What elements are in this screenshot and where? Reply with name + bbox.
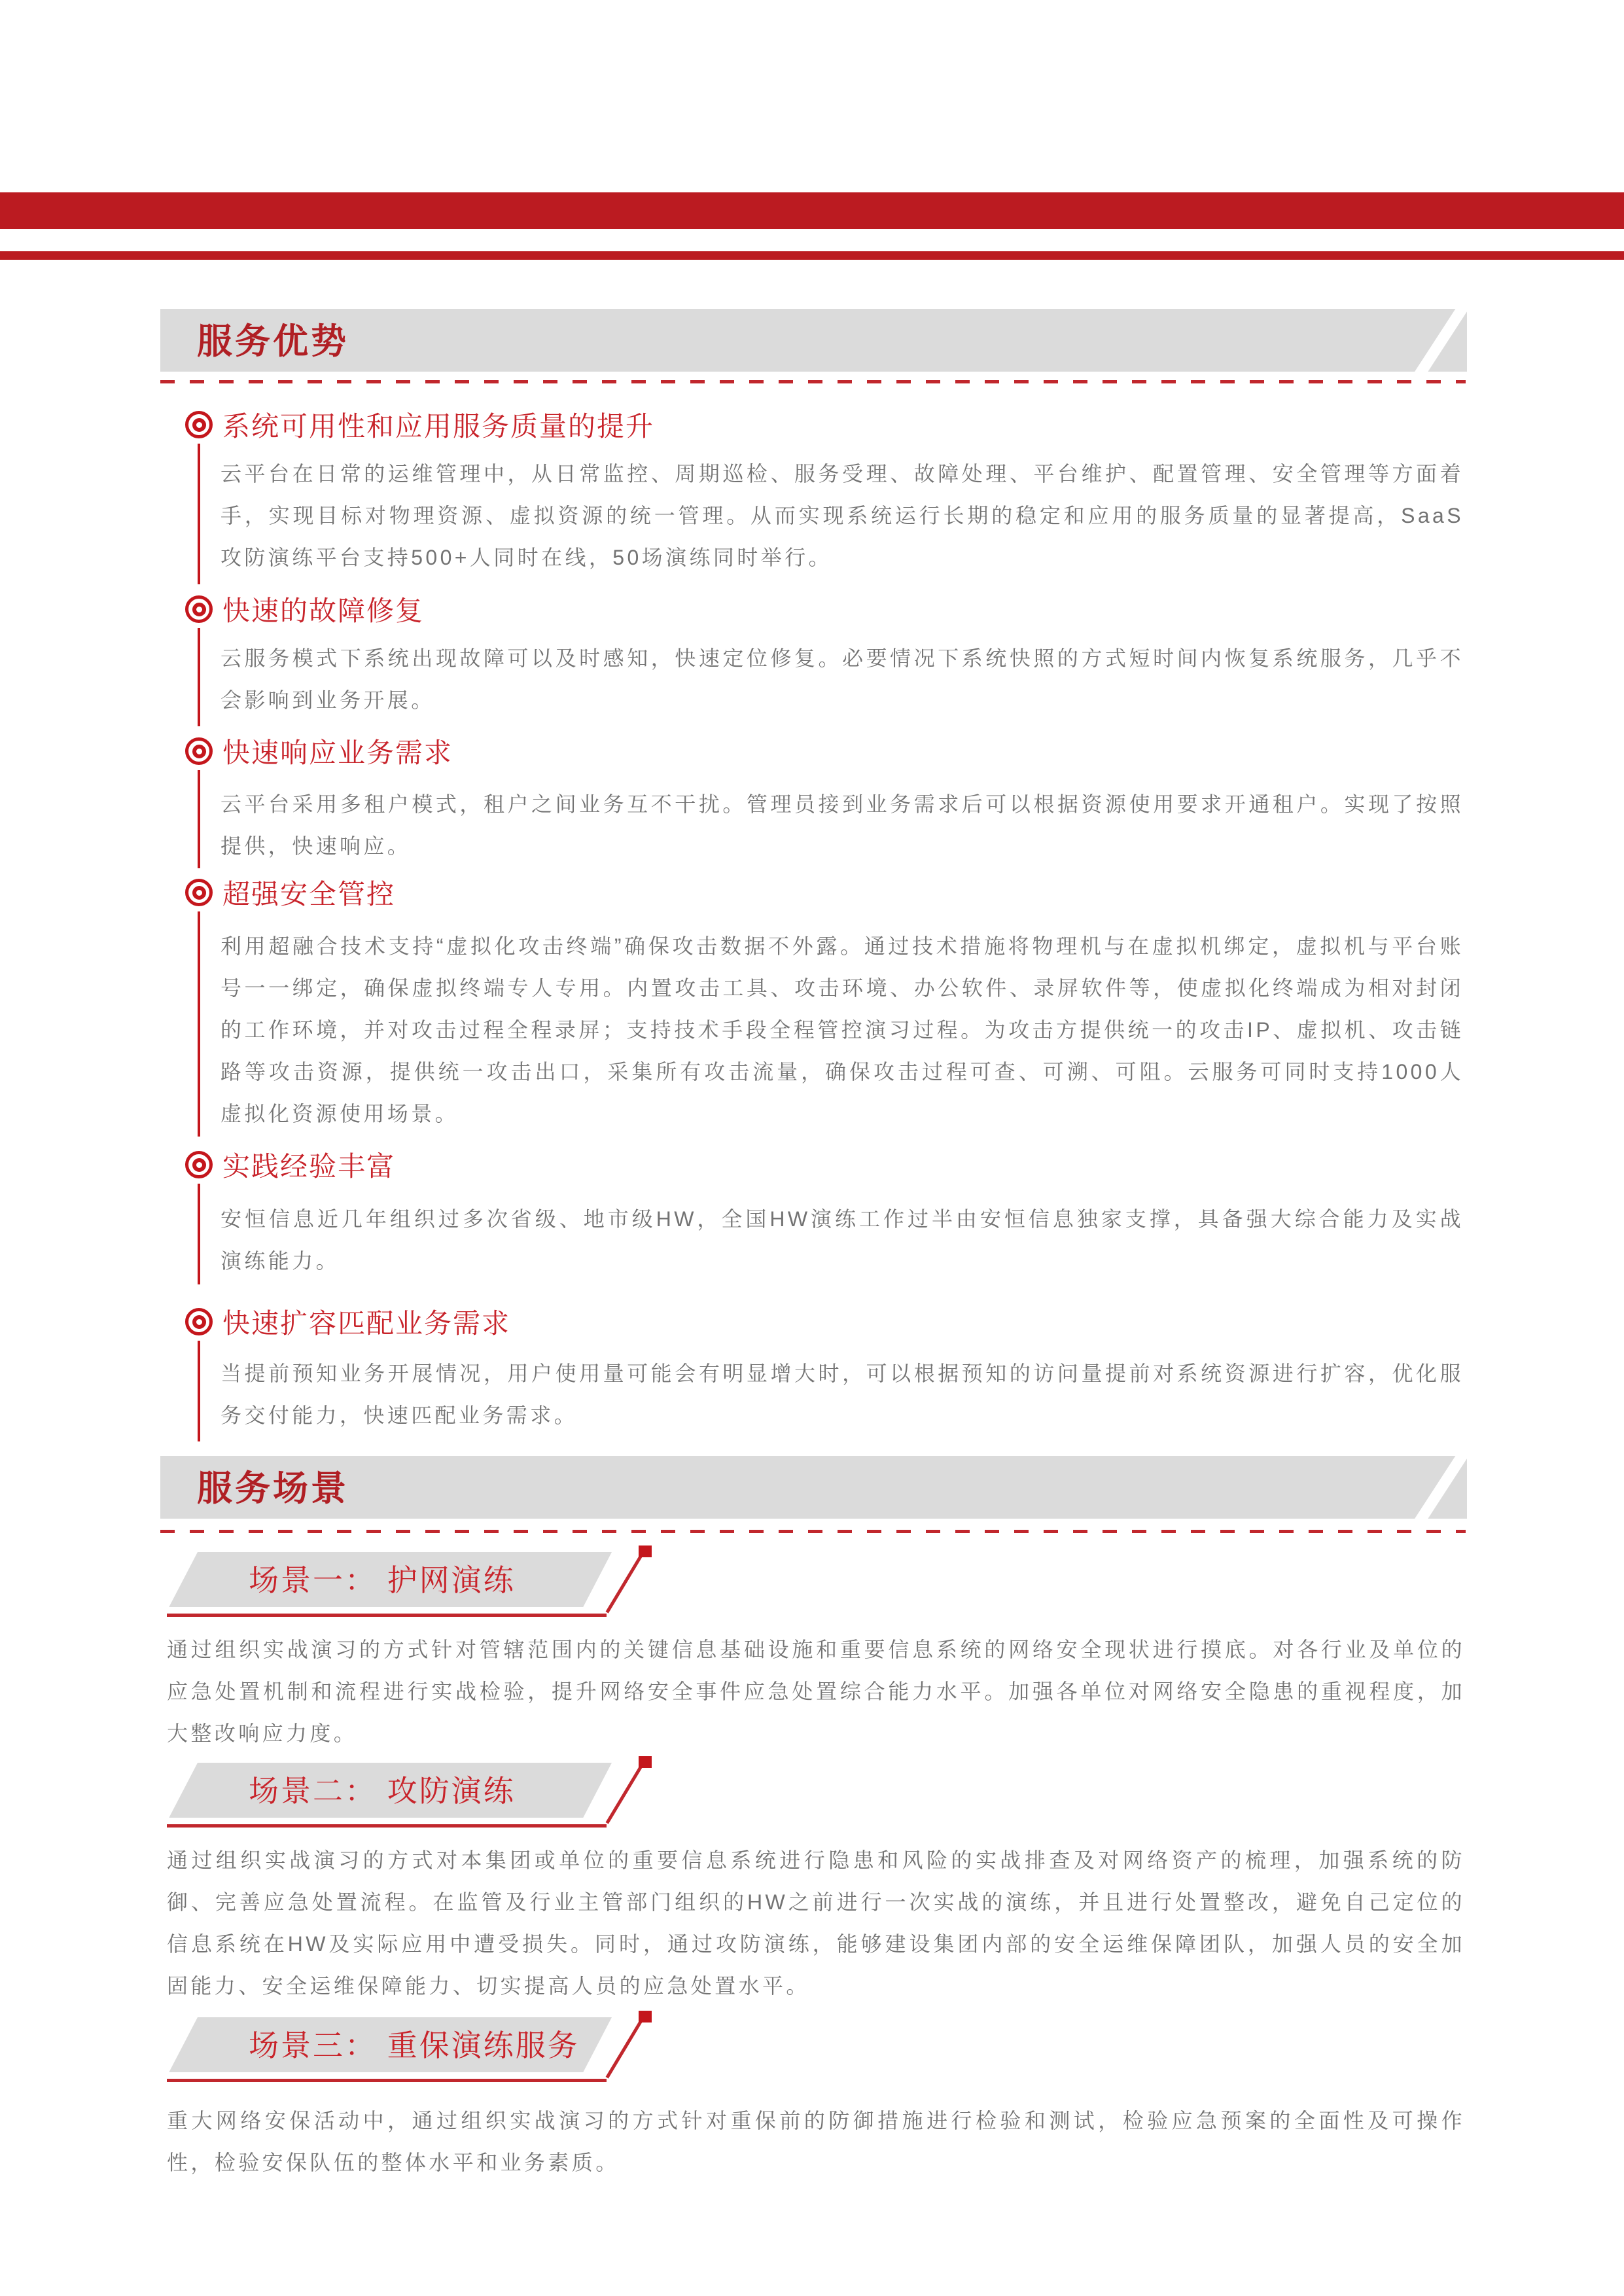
bullseye-icon: [185, 1151, 213, 1178]
advantage-item-title-row: [185, 736, 453, 766]
scenario-label: 场景一： 护网演练: [249, 1563, 516, 1597]
banner-flag-square: [639, 1545, 652, 1557]
red-rail-line: [198, 628, 200, 726]
advantage-body: 安恒信息近几年组织过多次省级、地市级HW，全国HW演练工作过半由安恒信息独家支撑，具备强大综合能力及实战演练能力。: [221, 1207, 1464, 1273]
advantage-body: 云服务模式下系统出现故障可以及时感知，快速定位修复。必要情况下系统快照的方式短时间内恢复系统服务，几乎不会影响到业务开展。: [221, 646, 1464, 712]
advantage-title: 快速扩容匹配业务需求: [222, 1308, 511, 1339]
advantage-title: 系统可用性和应用服务质量的提升: [222, 411, 655, 442]
advantage-item-title-row: [185, 877, 395, 908]
advantage-title: 快速的故障修复: [222, 595, 425, 626]
scenario-label: 场景三： 重保演练服务: [249, 2028, 580, 2062]
advantages-heading: 服务优势: [197, 322, 349, 361]
scenario-banner: [0, 2017, 1624, 2096]
bullseye-icon-center: [192, 886, 206, 900]
scenarios-section-header: [160, 1456, 1467, 1519]
advantage-body: 当提前预知业务开展情况，用户使用量可能会有明显增大时，可以根据预知的访问量提前对系统资源进行扩容，优化服务交付能力，快速匹配业务需求。: [221, 1362, 1464, 1427]
bullseye-icon: [185, 411, 213, 438]
advantage-item-title-row: [185, 1150, 395, 1180]
dashed-divider: [160, 380, 1466, 383]
banner-flag-square: [639, 1756, 652, 1768]
header-slash-decoration: [1409, 309, 1467, 372]
bullseye-icon-center: [192, 603, 206, 616]
advantage-item-title-row: [185, 410, 654, 440]
bullseye-icon: [185, 879, 213, 906]
banner-underline: [167, 2079, 607, 2082]
bullseye-icon-center: [192, 418, 206, 432]
banner-underline: [167, 1614, 607, 1617]
bullseye-icon-center: [192, 1158, 206, 1172]
advantage-item-title-row: [185, 594, 424, 624]
banner-slash-line: [606, 1551, 645, 1613]
advantage-title: 快速响应业务需求: [222, 737, 453, 768]
advantage-item-title-row: [185, 1307, 510, 1337]
advantage-body: 云平台在日常的运维管理中，从日常监控、周期巡检、服务受理、故障处理、平台维护、配置管理、安全管理等方面着手，实现目标对物理资源、虚拟资源的统一管理。从而实现系统运行长期的稳定和应用的服务质量的显著提高，SaaS攻防演练平台支持500+人同时在线，50场演练同时举行。: [221, 462, 1464, 569]
scenario-body: 重大网络安保活动中，通过组织实战演习的方式针对重保前的防御措施进行检验和测试，检验应急预案的全面性及可操作性，检验安保队伍的整体水平和业务素质。: [167, 2109, 1465, 2174]
advantage-body: 云平台采用多租户模式，租户之间业务互不干扰。管理员接到业务需求后可以根据资源使用要求开通租户。实现了按照提供，快速响应。: [221, 792, 1464, 858]
red-rail-line: [198, 444, 200, 584]
bullseye-icon-center: [192, 1315, 206, 1329]
advantages-section-header: [160, 309, 1467, 372]
bullseye-icon: [185, 1308, 213, 1335]
scenario-body: 通过组织实战演习的方式针对管辖范围内的关键信息基础设施和重要信息系统的网络安全现状进行摸底。对各行业及单位的应急处置机制和流程进行实战检验，提升网络安全事件应急处置综合能力水平。加强各单位对网络安全隐患的重视程度，加大整改响应力度。: [167, 1638, 1465, 1745]
red-rail-line: [198, 770, 200, 868]
banner-underline: [167, 1824, 607, 1828]
scenario-label: 场景二： 攻防演练: [249, 1774, 516, 1808]
bullseye-icon-center: [192, 745, 206, 758]
banner-slash-line: [606, 1761, 645, 1824]
scenario-banner: [0, 1763, 1624, 1841]
scenarios-heading: 服务场景: [197, 1469, 349, 1508]
banner-slash-line: [606, 2016, 645, 2078]
red-rail-line: [198, 911, 200, 1137]
top-red-bar: [0, 192, 1624, 229]
advantage-title: 实践经验丰富: [222, 1151, 396, 1182]
scenario-body: 通过组织实战演习的方式对本集团或单位的重要信息系统进行隐患和风险的实战排查及对网络资产的梳理，加强系统的防御、完善应急处置流程。在监管及行业主管部门组织的HW之前进行一次实战的演练，并且进行处置整改，避免自己定位的信息系统在HW及实际应用中遭受损失。同时，通过攻防演练，能够建设集团内部的安全运维保障团队，加强人员的安全加固能力、安全运维保障能力、切实提高人员的应急处置水平。: [167, 1848, 1465, 1998]
banner-flag-square: [639, 2011, 652, 2022]
bullseye-icon: [185, 737, 213, 765]
red-rail-line: [198, 1341, 200, 1441]
red-rail-line: [198, 1184, 200, 1284]
advantage-title: 超强安全管控: [222, 879, 396, 910]
bullseye-icon: [185, 595, 213, 623]
header-slash-decoration: [1409, 1456, 1467, 1519]
scenario-banner: [0, 1552, 1624, 1631]
top-red-stripe: [0, 251, 1624, 260]
dashed-divider: [160, 1530, 1466, 1533]
advantage-body: 利用超融合技术支持“虚拟化攻击终端”确保攻击数据不外露。通过技术措施将物理机与在虚拟机绑定，虚拟机与平台账号一一绑定，确保虚拟终端专人专用。内置攻击工具、攻击环境、办公软件、录屏软件等，使虚拟化终端成为相对封闭的工作环境，并对攻击过程全程录屏；支持技术手段全程管控演习过程。为攻击方提供统一的攻击IP、虚拟机、攻击链路等攻击资源，提供统一攻击出口，采集所有攻击流量，确保攻击过程可查、可溯、可阻。云服务可同时支持1000人虚拟化资源使用场景。: [221, 934, 1464, 1125]
